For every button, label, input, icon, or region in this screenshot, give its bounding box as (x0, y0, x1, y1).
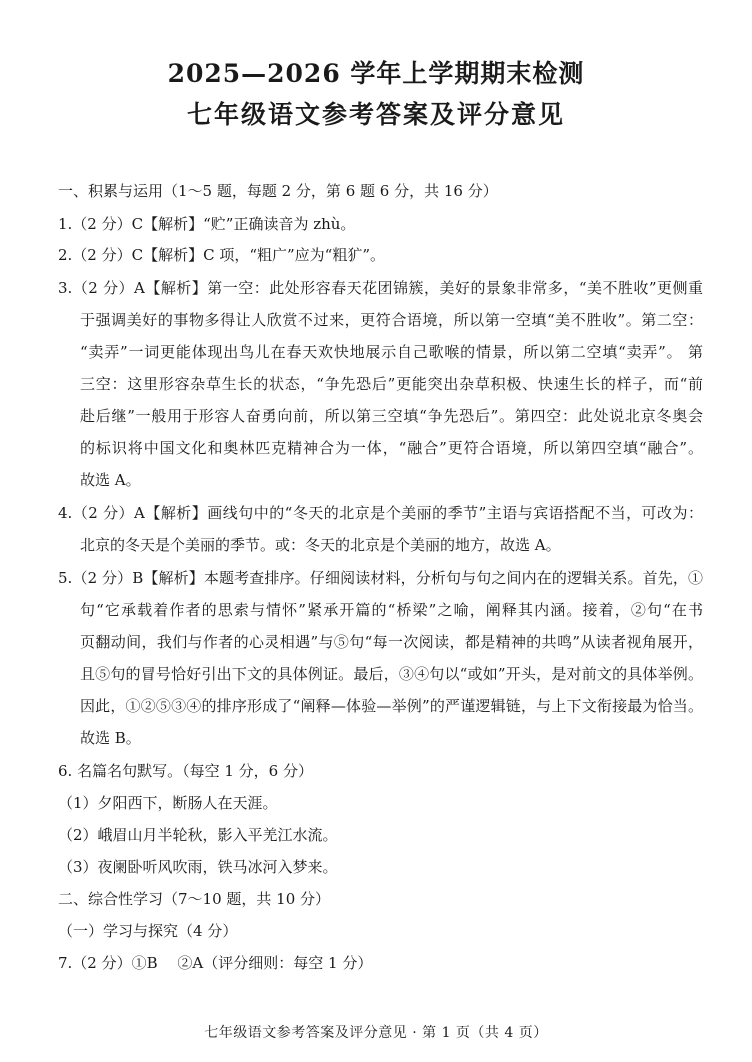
answer-q6-item: （3）夜阑卧听风吹雨，铁马冰河入梦来。 (58, 858, 338, 876)
section-heading-comprehensive: 二、综合性学习（7～10 题，共 10 分） (58, 890, 331, 908)
answer-q7: 7.（2 分）①B ②A（评分细则：每空 1 分） (58, 954, 373, 972)
subsection-heading-study: （一）学习与探究（4 分） (58, 922, 238, 940)
answer-q3-line: 赴后继”一般用于形容人奋勇向前，所以第三空填“争先恐后”。第四空：此处说北京冬奥会 (80, 407, 703, 425)
page-footer: 七年级语文参考答案及评分意见 · 第 1 页（共 4 页） (204, 1025, 548, 1041)
answer-q4-line: 北京的冬天是个美丽的季节。或：冬天的北京是个美丽的地方，故选 A。 (80, 536, 561, 554)
document-subtitle: 七年级语文参考答案及评分意见 (186, 100, 565, 129)
answer-q5-line: 故选 B。 (80, 729, 141, 747)
answer-q3-line: 故选 A。 (80, 471, 141, 489)
answer-q2: 2.（2 分）C【解析】C 项，“粗广”应为“粗犷”。 (58, 246, 386, 264)
answer-q3-line: 三空：这里形容杂草生长的状态，“争先恐后”更能突出杂草积极、快速生长的样子，而“前 (80, 375, 703, 393)
answer-q6-item: （2）峨眉山月半轮秋，影入平羌江水流。 (58, 826, 338, 844)
question-heading-q6: 6. 名篇名句默写。（每空 1 分，6 分） (58, 762, 313, 780)
answer-q3-line: 于强调美好的事物多得让人欣赏不过来，更符合语境，所以第一空填“美不胜收”。第二空： (80, 311, 703, 329)
answer-q5-line: 因此，①②⑤③④的排序形成了“阐释—体验—举例”的严谨逻辑链，与上下文衔接最为恰当。 (80, 697, 703, 715)
answer-q5-line: 句“它承载着作者的思索与情怀”紧承开篇的“桥梁”之喻，阐释其内涵。接着，②句“在书 (80, 601, 703, 619)
section-heading-accumulation: 一、积累与运用（1～5 题，每题 2 分，第 6 题 6 分，共 16 分） (58, 182, 498, 200)
answer-q5-line: 且⑤句的冒号恰好引出下文的具体例证。最后，③④句以“或如”开头，是对前文的具体举例。 (80, 665, 703, 683)
answer-q5-line: 页翻动间，我们与作者的心灵相遇”与⑤句“每一次阅读，都是精神的共鸣”从读者视角展开， (80, 633, 703, 651)
answer-q4-line: 4.（2 分）A【解析】画线句中的“冬天的北京是个美丽的季节”主语与宾语搭配不当，可改为： (58, 504, 703, 522)
answer-q3-line: 3.（2 分）A【解析】第一空：此处形容春天花团锦簇，美好的景象非常多，“美不胜收”更侧重 (58, 279, 703, 297)
answer-q3-line: 的标识将中国文化和奥林匹克精神合为一体，“融合”更符合语境，所以第四空填“融合”。 (80, 439, 703, 457)
exam-title: 2025—2026 学年上学期期末检测 (167, 59, 585, 88)
answer-q5-line: 5.（2 分）B【解析】本题考查排序。仔细阅读材料，分析句与句之间内在的逻辑关系。首先，① (58, 569, 703, 587)
answer-q1: 1.（2 分）C【解析】“贮”正确读音为 zhù。 (58, 215, 356, 233)
answer-q3-line: “卖弄”一词更能体现出鸟儿在春天欢快地展示自己歌喉的情景，所以第二空填“卖弄”。 第 (80, 343, 703, 361)
answer-q6-item: （1）夕阳西下，断肠人在天涯。 (58, 794, 278, 812)
